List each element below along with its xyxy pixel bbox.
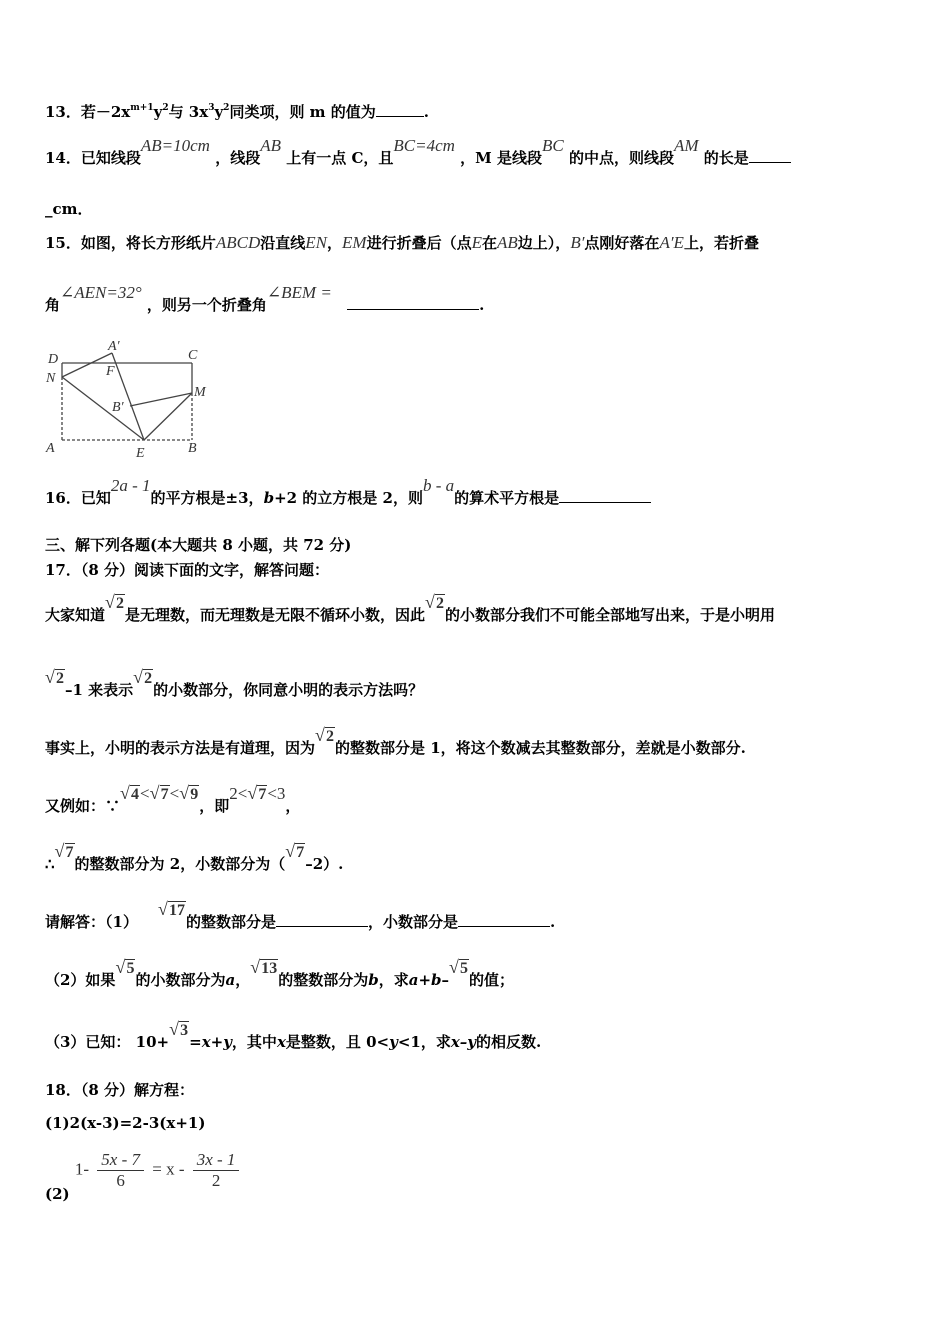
label-d: D <box>48 352 59 367</box>
q17-paragraph-3: 事实上，小明的表示方法是有道理，因为 √ 2的整数部分是 1，将这个数减去其整数部分，差就是小数部分. <box>45 725 746 757</box>
fraction-1: $\frac{5x - 7}{6}$ <box>97 1150 144 1191</box>
edge-mb-prime <box>130 393 192 406</box>
angle-bem: ∠BEM = <box>266 283 332 302</box>
label-a-prime: A′ <box>108 340 120 354</box>
math-ab: AB=10cm <box>140 136 210 155</box>
fraction-2: $\frac{3x - 1}{2}$ <box>193 1150 240 1191</box>
sqrt-2: √ 2 <box>133 667 153 687</box>
sqrt-9: √ 9 <box>179 783 199 803</box>
sqrt-7: √ 7 <box>149 783 169 803</box>
label-b-prime: B′ <box>112 400 124 415</box>
sqrt-5: √ 5 <box>449 957 469 977</box>
fold-en <box>62 377 144 440</box>
q17-paragraph-5: ∴ √ 7的整数部分为 2，小数部分为（ √ 7–2）. <box>45 841 344 873</box>
math-bc: BC=4cm <box>393 136 455 155</box>
label-b: B <box>188 441 197 456</box>
sqrt-7: √ 7 <box>247 783 267 803</box>
label-n: N <box>46 371 56 386</box>
sqrt-2: √ 2 <box>45 667 64 687</box>
question-16: 16．已知2a - 1的平方根是±3，b+2 的立方根是 2，则b - a的算术平方根是 <box>45 488 651 508</box>
question-14-unit: _cm． <box>45 200 93 218</box>
answer-blank-integer[interactable] <box>276 912 368 927</box>
equation-1: (1)2(x-3)=2-3(x+1) <box>45 1114 206 1132</box>
answer-blank-decimal[interactable] <box>458 912 550 927</box>
q17-paragraph-2: √ 2–1 来表示 √ 2的小数部分，你同意小明的表示方法吗？ <box>45 667 424 699</box>
sqrt-7: √ 7 <box>285 841 305 861</box>
q17-part-1: 请解答：（1） √ 17的整数部分是 ，小数部分是 . <box>45 899 556 931</box>
label-f: F <box>106 364 115 379</box>
q17-part-2: （2）如果 √ 5的小数部分为a， √ 13的整数部分为b，求a+b– √ 5的值； <box>45 957 515 989</box>
label-e: E <box>136 446 145 458</box>
sqrt-2: √ 2 <box>315 725 335 745</box>
sqrt-17: √ 17 <box>157 899 185 919</box>
label-a: A <box>46 441 55 456</box>
answer-blank[interactable] <box>559 488 651 503</box>
section-heading: 三、解下列各题(本大题共 8 小题，共 72 分) <box>45 536 352 554</box>
equation-2: (2) 1- $\frac{5x - 7}{6}$ = x - $\frac{3x - 1}{2}$ <box>45 1150 242 1200</box>
angle-aen: ∠AEN=32° <box>60 283 142 302</box>
sqrt-5: √ 5 <box>115 957 135 977</box>
sqrt-13: √ 13 <box>250 957 278 977</box>
question-18-heading: 18．（8 分）解方程： <box>45 1081 195 1099</box>
label-m: M <box>194 385 206 400</box>
sqrt-7: √ 7 <box>54 841 74 861</box>
folding-figure <box>44 340 214 458</box>
sqrt-4: √ 4 <box>120 783 140 803</box>
q17-part-3: （3）已知： 10+ √ 3=x+y，其中x是整数，且 0<y<1，求x–y的相反数. <box>45 1019 542 1051</box>
edge-na-prime <box>62 353 112 377</box>
sqrt-2: √ 2 <box>425 592 445 612</box>
answer-blank[interactable] <box>376 102 424 117</box>
sqrt-3: √ 3 <box>169 1019 189 1039</box>
label-c: C <box>188 348 198 363</box>
question-15: 15．如图，将长方形纸片ABCD沿直线EN，EM进行折叠后（点E在AB边上），B′点刚好落在A′E上，若折叠 <box>45 233 759 252</box>
q17-paragraph-4: 又例如：∵ √ 4< √ 7< √ 9，即2< √ 7<3， <box>45 783 301 815</box>
q17-paragraph-1: 大家知道 √ 2是无理数，而无理数是无限不循环小数，因此 √ 2的小数部分我们不可能全部地写出来，于是小明用 <box>45 592 776 624</box>
question-14: 14．已知线段AB=10cm ，线段AB 上有一点 C，且BC=4cm ，M 是线段BC 的中点，则线段AM 的长是 <box>45 148 791 168</box>
question-17-heading: 17．（8 分）阅读下面的文字，解答问题： <box>45 561 330 579</box>
fold-em <box>144 393 192 440</box>
question-13: 13．若$-2x^{m+1}y^2$与 $3x^3y^2$同类项，则 m 的值为 . <box>45 103 429 121</box>
answer-blank[interactable] <box>749 148 791 163</box>
answer-blank[interactable] <box>347 295 479 310</box>
sqrt-2: √ 2 <box>105 592 125 612</box>
question-15-line2: 角∠AEN=32° ，则另一个折叠角∠BEM = . <box>45 283 485 314</box>
